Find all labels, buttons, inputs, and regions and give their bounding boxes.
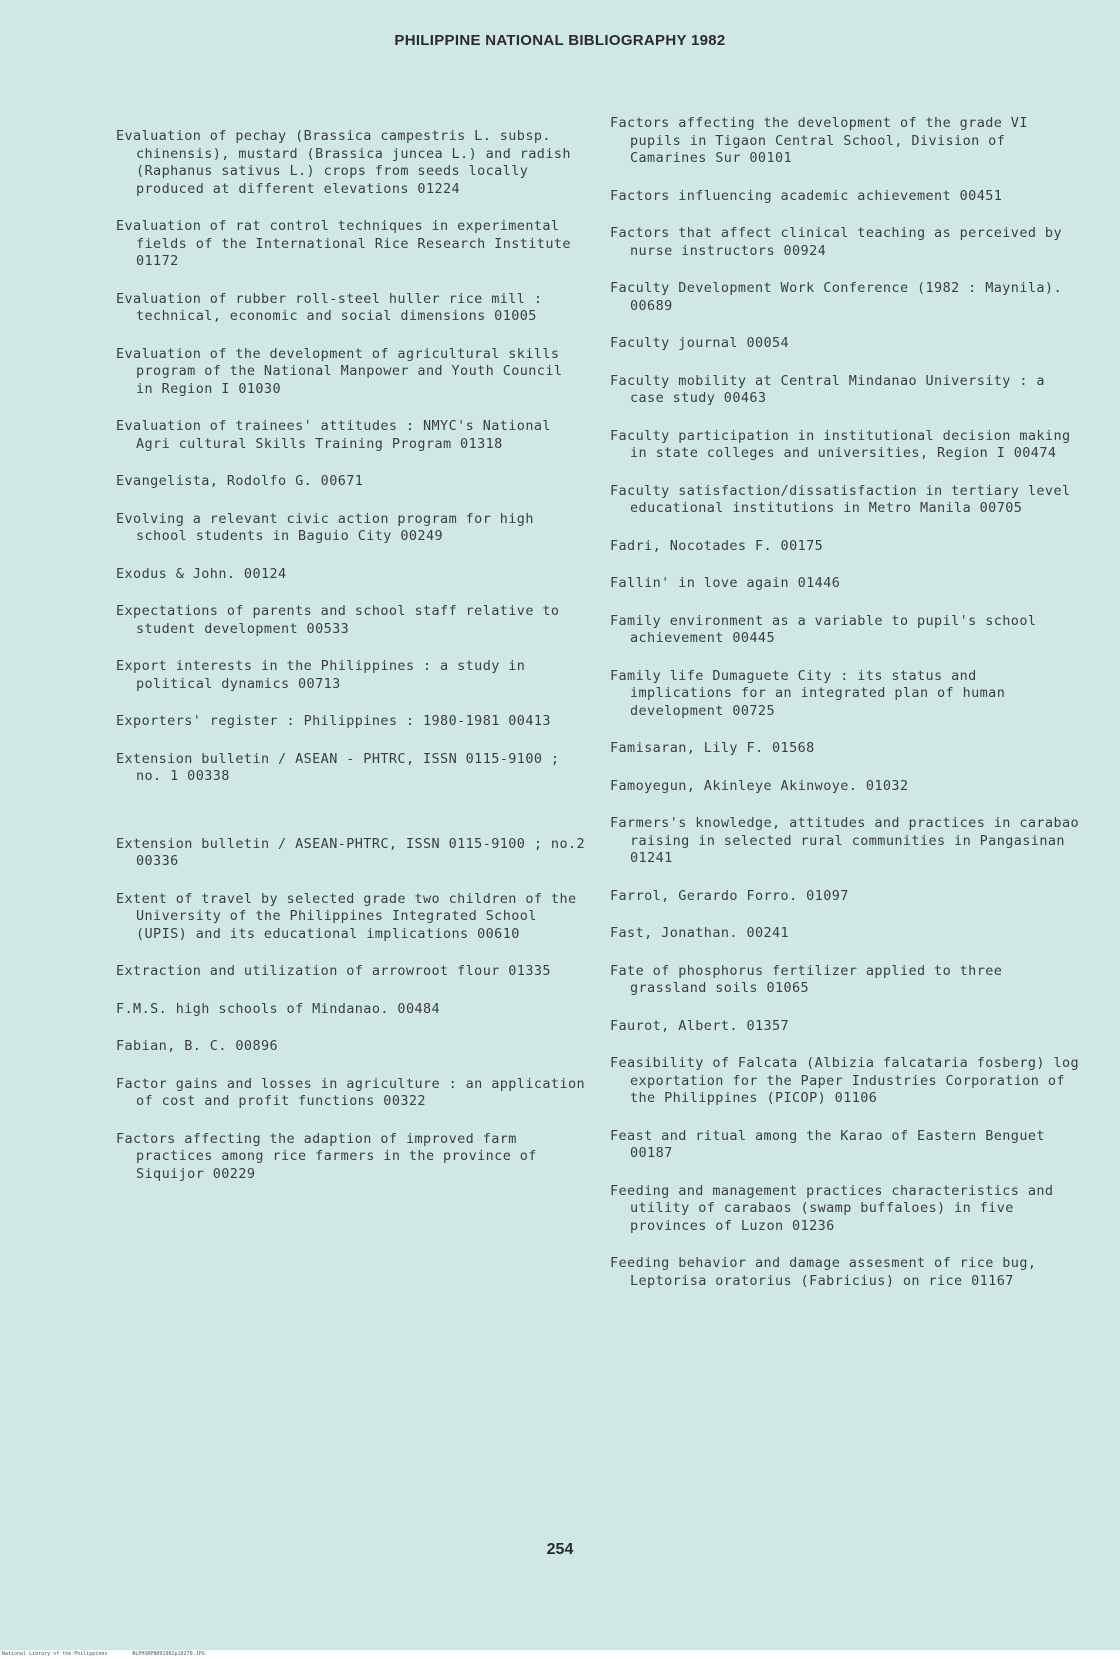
bibliography-entry: Evangelista, Rodolfo G. 00671 xyxy=(116,473,364,489)
bibliography-entry: Factors influencing academic achievement 00451 xyxy=(610,187,1003,204)
bibliography-entry: Evaluation of rubber roll-steel huller rice mill : technical, economic and social dimensions 01005 xyxy=(116,290,543,324)
bibliography-entry: Factors affecting the adaption of improved farm practices among rice farmers in the province of Siquijor 00229 xyxy=(116,1130,537,1182)
bibliography-entry: Family life Dumaguete City : its status and implications for an integrated plan of human development 00725 xyxy=(610,667,1006,719)
bibliography-entry: Factors that affect clinical teaching as perceived by nurse instructors 00924 xyxy=(610,225,1062,259)
bibliography-entry: Famoyegun, Akinleye Akinwoye. 01032 xyxy=(610,777,909,794)
bibliography-entry: Fallin' in love again 01446 xyxy=(610,575,841,591)
bibliography-entry: Fabian, B. C. 00896 xyxy=(116,1038,279,1054)
bibliography-entry: Famisaran, Lily F. 01568 xyxy=(610,740,815,756)
bibliography-entry: Expectations of parents and school staff relative to student development 00533 xyxy=(116,603,560,637)
bibliography-entry: Evaluation of pechay (Brassica campestris L. subsp. chinensis), mustard (Brassica juncea L.) and radish (Raphanus sativus L.) crops from seeds locally produced at different elevations 01224 xyxy=(116,128,571,197)
bibliography-entry: Farmers's knowledge, attitudes and practices in carabao raising in selected rural communities in Pangasinan 01241 xyxy=(610,815,1080,866)
bibliography-entry: Faculty Development Work Conference (1982 : Maynila). 00689 xyxy=(610,280,1062,314)
bibliography-entry: Fast, Jonathan. 00241 xyxy=(610,925,790,941)
bibliography-entry: Evaluation of rat control techniques in experimental fields of the International Rice Research Institute 01172 xyxy=(116,218,571,269)
bibliography-entry: Extraction and utilization of arrowroot flour 01335 xyxy=(116,963,551,979)
bibliography-entry: Fate of phosphorus fertilizer applied to three grassland soils 01065 xyxy=(610,962,1003,996)
page-title: PHILIPPINE NATIONAL BIBLIOGRAPHY 1982 xyxy=(394,32,726,49)
bibliography-entry: Faculty satisfaction/dissatisfaction in tertiary level educational institutions in Metro Manila 00705 xyxy=(610,482,1071,516)
bibliography-entry: Faurot, Albert. 01357 xyxy=(610,1017,790,1034)
bibliography-entry: Extension bulletin / ASEAN-PHTRC, ISSN 0115-9100 ; no.2 00336 xyxy=(116,835,586,869)
bibliography-entry: Faculty mobility at Central Mindanao University : a case study 00463 xyxy=(610,372,1045,406)
bibliography-entry: Feeding and management practices characteristics and utility of carabaos (swamp buffaloes) in five provinces of Luzon 01236 xyxy=(610,1182,1054,1234)
bibliography-entry: Feeding behavior and damage assesment of rice bug, Leptorisa oratorius (Fabricius) on rice 01167 xyxy=(610,1255,1037,1289)
bibliography-entry: F.M.S. high schools of Mindanao. 00484 xyxy=(116,1000,441,1017)
footer-filename: NLPHSRPN091982p10270.JPG xyxy=(132,1651,205,1657)
bibliography-entry: Family environment as a variable to pupil's school achievement 00445 xyxy=(610,612,1037,646)
page-number: 254 xyxy=(546,1541,574,1558)
bibliography-entry: Extent of travel by selected grade two children of the University of the Philippines Integrated School (UPIS) and its educational implications 00610 xyxy=(116,890,577,942)
bibliography-entry: Evaluation of trainees' attitudes : NMYC's National Agri cultural Skills Training Program 01318 xyxy=(116,418,551,452)
bibliography-entry: Evolving a relevant civic action program for high school students in Baguio City 00249 xyxy=(116,510,534,544)
right-column-entries xyxy=(610,115,1080,1310)
bibliography-entry: Exporters' register : Philippines : 1980-1981 00413 xyxy=(116,713,551,729)
bibliography-entry: Fadri, Nocotades F. 00175 xyxy=(610,537,824,554)
bibliography-entry: Faculty journal 00054 xyxy=(610,335,790,351)
bibliography-entry: Farrol, Gerardo Forro. 01097 xyxy=(610,887,849,904)
bibliography-entry: Feasibility of Falcata (Albizia falcataria fosberg) log exportation for the Paper Industries Corporation of the Philippines (PICOP) 01106 xyxy=(610,1055,1080,1106)
scan-footer xyxy=(0,1650,1120,1658)
bibliography-entry: Exodus & John. 00124 xyxy=(116,565,287,582)
bibliography-entry: Factor gains and losses in agriculture : an application of cost and profit functions 00322 xyxy=(116,1075,586,1109)
bibliography-entry: Faculty participation in institutional decision making in state colleges and universities, Region I 00474 xyxy=(610,427,1071,461)
bibliography-entry: Evaluation of the development of agricultural skills program of the National Manpower and Youth Council in Region I 01030 xyxy=(116,345,563,397)
bibliography-entry: Export interests in the Philippines : a study in political dynamics 00713 xyxy=(116,658,526,692)
bibliography-entry: Feast and ritual among the Karao of Eastern Benguet 00187 xyxy=(610,1127,1045,1161)
bibliography-entry: Extension bulletin / ASEAN - PHTRC, ISSN 0115-9100 ; no. 1 00338 xyxy=(116,750,560,784)
bibliography-entry: Factors affecting the development of the grade VI pupils in Tigaon Central School, Division of Camarines Sur 00101 xyxy=(610,115,1028,166)
left-column-entries xyxy=(116,128,586,1203)
footer-source: National Library of the Philippines xyxy=(2,1651,108,1657)
